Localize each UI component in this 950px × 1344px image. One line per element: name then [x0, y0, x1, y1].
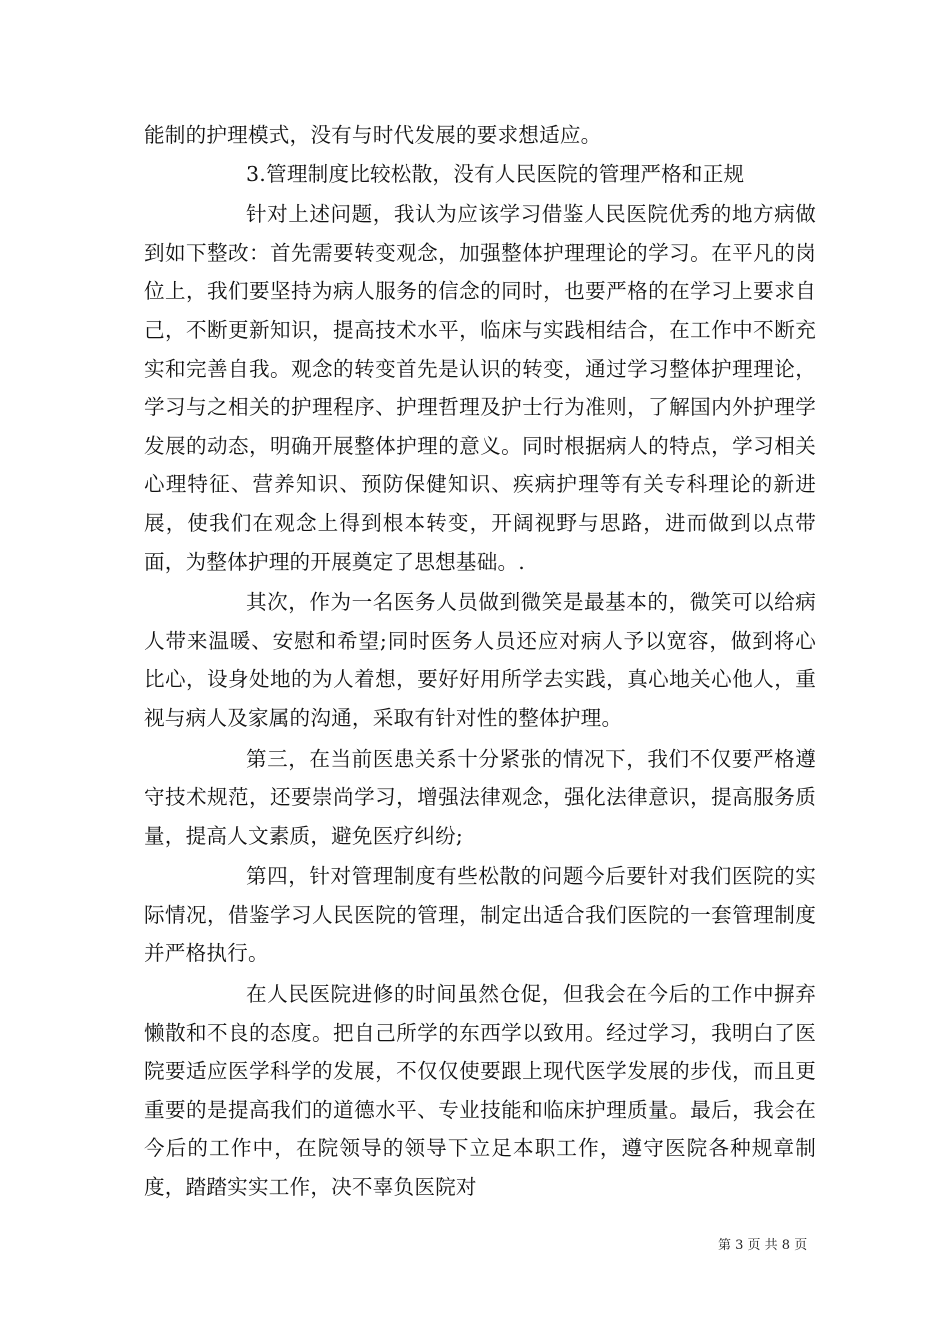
- paragraph-fourth: 第四，针对管理制度有些松散的问题今后要针对我们医院的实际情况，借鉴学习人民医院的管理，制定出适合我们医院的一套管理制度并严格执行。: [144, 864, 816, 966]
- paragraph-improvement: 针对上述问题，我认为应该学习借鉴人民医院优秀的地方病做到如下整改：首先需要转变观念，加强整体护理理论的学习。在平凡的岗位上，我们要坚持为病人服务的信念的同时，也要严格的在学习上要求自己，不断更新知识，提高技术水平，临床与实践相结合，在工作中不断充实和完善自我。观念的转变首先是认识的转变，通过学习整体护理理论，学习与之相关的护理程序、护理哲理及护士行为准则，了解国内外护理学发展的动态，明确开展整体护理的意义。同时根据病人的特点，学习相关心理特征、营养知识、预防保健知识、疾病护理等有关专科理论的新进展，使我们在观念上得到根本转变，开阔视野与思路，进而做到以点带面，为整体护理的开展奠定了思想基础。.: [144, 202, 816, 574]
- paragraph-continuation: 能制的护理模式，没有与时代发展的要求想适应。: [144, 123, 602, 147]
- paragraph-second: 其次，作为一名医务人员做到微笑是最基本的，微笑可以给病人带来温暖、安慰和希望;同时医务人员还应对病人予以宽容，做到将心比心，设身处地的为人着想，要好好用所学去实践，真心地关心他人，重视与病人及家属的沟通，采取有针对性的整体护理。: [144, 590, 816, 730]
- paragraph-conclusion: 在人民医院进修的时间虽然仓促，但我会在今后的工作中摒弃懒散和不良的态度。把自己所学的东西学以致用。经过学习，我明白了医院要适应医学科学的发展，不仅仅使要跟上现代医学发展的步伐，而且更重要的是提高我们的道德水平、专业技能和临床护理质量。最后，我会在今后的工作中，在院领导的领导下立足本职工作，遵守医院各种规章制度，踏踏实实工作，决不辜负医院对: [144, 982, 816, 1200]
- page-number: 第 3 页 共 8 页: [718, 1238, 808, 1253]
- paragraph-third: 第三，在当前医患关系十分紧张的情况下，我们不仅要严格遵守技术规范，还要崇尚学习，增强法律观念，强化法律意识，提高服务质量，提高人文素质，避免医疗纠纷;: [144, 746, 816, 848]
- document-body: [144, 116, 816, 1207]
- paragraph-point-3: 3.管理制度比较松散，没有人民医院的管理严格和正规: [246, 161, 745, 186]
